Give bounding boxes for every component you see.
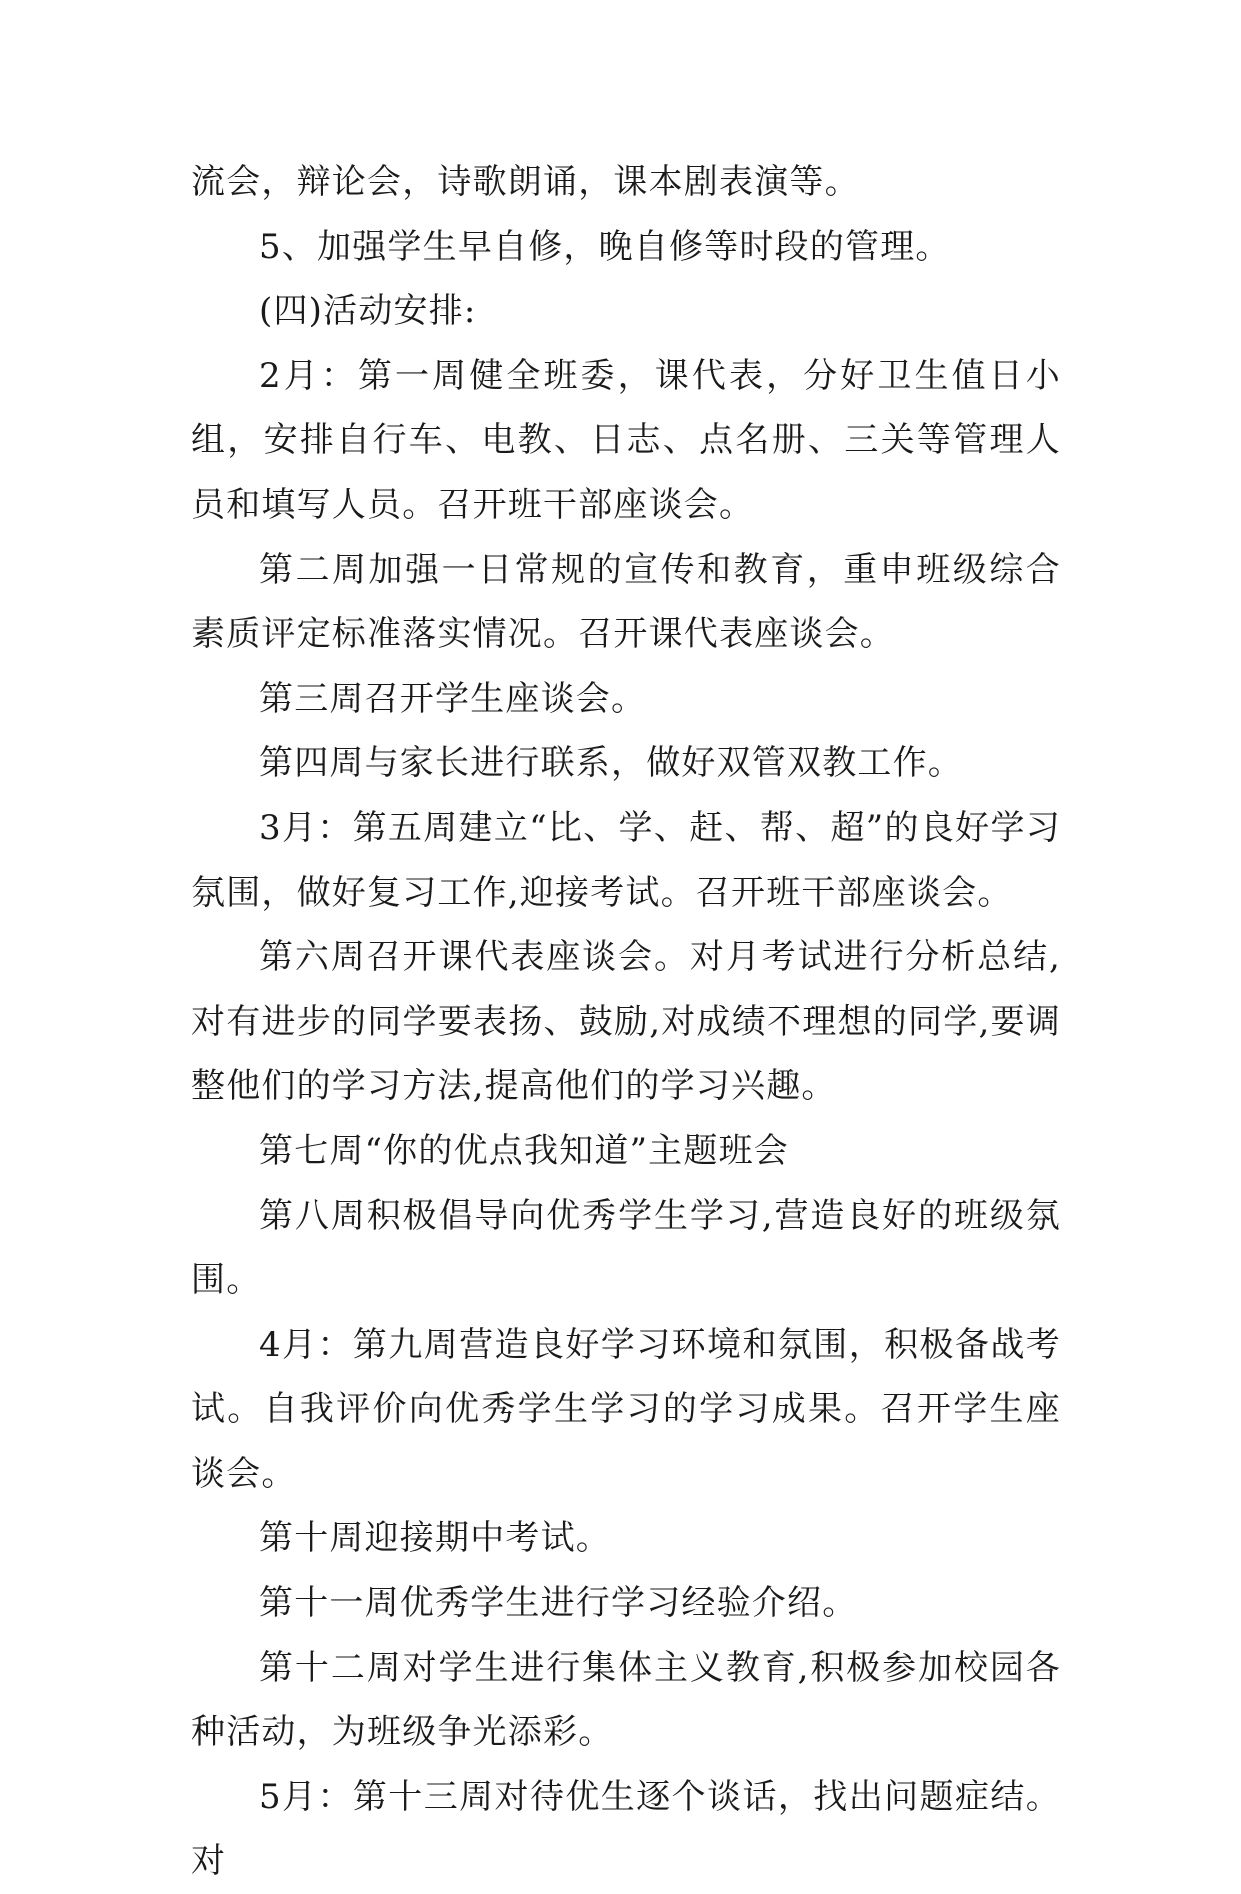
document-body <box>191 150 1061 1894</box>
paragraph: 第六周召开课代表座谈会。对月考试进行分析总结,对有进步的同学要表扬、鼓励,对成绩不理想的同学,要调整他们的学习方法,提高他们的学习兴趣。 <box>191 937 1061 1107</box>
paragraph: 第七周“你的优点我知道”主题班会 <box>259 1130 789 1171</box>
paragraph: 4月：第九周营造良好学习环境和氛围，积极备战考试。自我评价向优秀学生学习的学习成果。召开学生座谈会。 <box>191 1324 1061 1494</box>
section-heading: (四)活动安排: <box>259 291 477 332</box>
paragraph: 3月：第五周建立“比、学、赶、帮、超”的良好学习氛围，做好复习工作,迎接考试。召开班干部座谈会。 <box>191 807 1061 913</box>
paragraph: 第十二周对学生进行集体主义教育,积极参加校园各种活动，为班级争光添彩。 <box>191 1647 1061 1753</box>
paragraph: 第四周与家长进行联系，做好双管双教工作。 <box>259 743 963 784</box>
paragraph: 第十一周优秀学生进行学习经验介绍。 <box>259 1583 858 1624</box>
paragraph: 第二周加强一日常规的宣传和教育，重申班级综合素质评定标准落实情况。召开课代表座谈会。 <box>191 549 1061 655</box>
paragraph: 5、加强学生早自修，晚自修等时段的管理。 <box>259 226 951 267</box>
paragraph: 5月：第十三周对待优生逐个谈话，找出问题症结。对 <box>191 1776 1061 1882</box>
paragraph: 第三周召开学生座谈会。 <box>259 678 647 719</box>
paragraph: 流会，辩论会，诗歌朗诵，课本剧表演等。 <box>191 162 860 202</box>
paragraph: 第八周积极倡导向优秀学生学习,营造良好的班级氛围。 <box>191 1195 1061 1301</box>
paragraph: 第十周迎接期中考试。 <box>259 1518 611 1559</box>
paragraph: 2月：第一周健全班委，课代表，分好卫生值日小组，安排自行车、电教、日志、点名册、三关等管理人员和填写人员。召开班干部座谈会。 <box>191 355 1061 525</box>
